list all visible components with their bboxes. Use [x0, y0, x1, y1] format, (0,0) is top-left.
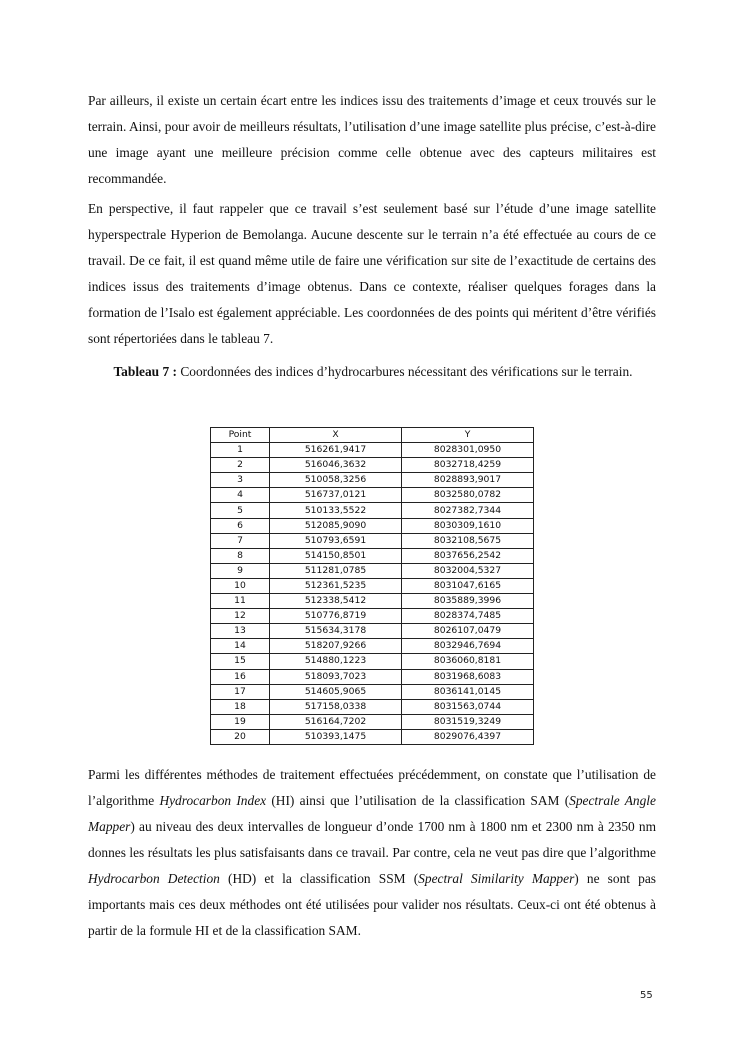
table-row [211, 563, 534, 578]
cell-x: 510133,5522 [270, 503, 402, 518]
cell-y: 8028893,9017 [402, 473, 534, 488]
table-row [211, 609, 534, 624]
table-header-row [211, 428, 534, 443]
cell-y: 8036060,8181 [402, 654, 534, 669]
cell-point: 17 [211, 684, 270, 699]
cell-x: 512085,9090 [270, 518, 402, 533]
cell-x: 516164,7202 [270, 714, 402, 729]
table-row [211, 518, 534, 533]
term-spectrale-angle-mapper: Spectrale Angle Mapper [88, 793, 656, 834]
cell-y: 8029076,4397 [402, 729, 534, 744]
paragraph-methodes [88, 762, 656, 944]
table-row [211, 458, 534, 473]
cell-point: 3 [211, 473, 270, 488]
table-caption-text: Coordonnées des indices d’hydrocarbures nécessitant des vérifications sur le terrain. [177, 364, 633, 379]
table-row [211, 443, 534, 458]
cell-x: 516737,0121 [270, 488, 402, 503]
paragraph-perspective: En perspective, il faut rappeler que ce travail s’est seulement basé sur l’étude d’une image satellite hyperspectrale Hyperion de Bemolanga. Aucune descente sur le terrain n’a été effectuée au cours de ce travail. De ce fait, il est quand même utile de faire une vérification sur site de l’exactitude de certains des indices issus des traitements d’image obtenus. Dans ce contexte, réaliser quelques forages dans la formation de l’Isalo est également appréciable. Les coordonnées de des points qui méritent d’être vérifiés sont répertoriées dans le tableau 7. [88, 201, 656, 346]
coordinates-table [210, 427, 534, 745]
paragraph-methodes-text-4: (HD) et la classification SSM ( [219, 871, 419, 886]
cell-point: 5 [211, 503, 270, 518]
cell-x: 512361,5235 [270, 578, 402, 593]
table-row [211, 533, 534, 548]
cell-y: 8037656,2542 [402, 548, 534, 563]
cell-y: 8031563,0744 [402, 699, 534, 714]
cell-point: 2 [211, 458, 270, 473]
page-number: 55 [640, 990, 653, 1001]
table-row [211, 503, 534, 518]
cell-y: 8032004,5327 [402, 563, 534, 578]
table-row [211, 669, 534, 684]
cell-point: 1 [211, 443, 270, 458]
cell-x: 510793,6591 [270, 533, 402, 548]
table-row [211, 654, 534, 669]
cell-y: 8027382,7344 [402, 503, 534, 518]
cell-y: 8032580,0782 [402, 488, 534, 503]
cell-point: 18 [211, 699, 270, 714]
cell-x: 516261,9417 [270, 443, 402, 458]
cell-x: 510058,3256 [270, 473, 402, 488]
cell-point: 15 [211, 654, 270, 669]
cell-point: 13 [211, 624, 270, 639]
paragraph-methodes-text-1: Parmi les différentes méthodes de traitement effectuées précédemment, on constate que l’utilisation de l’algorithme [88, 767, 656, 808]
cell-x: 518093,7023 [270, 669, 402, 684]
paragraph-methodes-text-2: (HI) ainsi que l’utilisation de la classification SAM ( [266, 793, 570, 808]
cell-x: 514605,9065 [270, 684, 402, 699]
cell-y: 8031047,6165 [402, 578, 534, 593]
cell-y: 8031519,3249 [402, 714, 534, 729]
table-row [211, 729, 534, 744]
cell-point: 6 [211, 518, 270, 533]
term-hydrocarbon-index: Hydrocarbon Index [159, 793, 267, 808]
table-row [211, 714, 534, 729]
paragraph-ecart-indices: Par ailleurs, il existe un certain écart entre les indices issu des traitements d’image et ceux trouvés sur le terrain. Ainsi, pour avoir de meilleurs résultats, l’utilisation d’une image satellite plus précise, c’est-à-dire une image ayant une meilleure précision comme celle obtenue avec des capteurs militaires est recommandée. [88, 93, 656, 186]
cell-point: 9 [211, 563, 270, 578]
cell-y: 8030309,1610 [402, 518, 534, 533]
paragraph-methodes-text-5: ) ne sont pas importants mais ces deux méthodes ont été utilisées pour valider nos résultats. Ceux-ci ont été obtenus à partir de la formule HI et de la classification SAM. [88, 871, 656, 938]
term-spectral-similarity-mapper: Spectral Similarity Mapper [418, 871, 575, 886]
cell-x: 515634,3178 [270, 624, 402, 639]
cell-y: 8031968,6083 [402, 669, 534, 684]
cell-y: 8032108,5675 [402, 533, 534, 548]
table-row [211, 624, 534, 639]
cell-y: 8036141,0145 [402, 684, 534, 699]
table-row [211, 594, 534, 609]
cell-point: 14 [211, 639, 270, 654]
cell-x: 511281,0785 [270, 563, 402, 578]
cell-y: 8028301,0950 [402, 443, 534, 458]
cell-x: 510393,1475 [270, 729, 402, 744]
cell-point: 4 [211, 488, 270, 503]
table-row [211, 578, 534, 593]
cell-y: 8035889,3996 [402, 594, 534, 609]
cell-x: 516046,3632 [270, 458, 402, 473]
cell-point: 7 [211, 533, 270, 548]
table-row [211, 548, 534, 563]
cell-point: 8 [211, 548, 270, 563]
table-row [211, 699, 534, 714]
header-y: Y [402, 428, 534, 443]
header-point: Point [211, 428, 270, 443]
cell-point: 11 [211, 594, 270, 609]
table-row [211, 473, 534, 488]
cell-point: 10 [211, 578, 270, 593]
cell-x: 517158,0338 [270, 699, 402, 714]
cell-x: 518207,9266 [270, 639, 402, 654]
cell-y: 8026107,0479 [402, 624, 534, 639]
table-row [211, 488, 534, 503]
cell-x: 512338,5412 [270, 594, 402, 609]
paragraph-methodes-text-3: ) au niveau des deux intervalles de longueur d’onde 1700 nm à 1800 nm et 2300 nm à 2350 nm donnes les résultats les plus satisfaisants dans ce travail. Par contre, cela ne veut pas dire que l’algorithme [88, 819, 656, 860]
cell-y: 8032946,7694 [402, 639, 534, 654]
table-caption [92, 359, 654, 385]
cell-y: 8028374,7485 [402, 609, 534, 624]
cell-point: 16 [211, 669, 270, 684]
table-row [211, 684, 534, 699]
table-caption-label: Tableau 7 : [113, 364, 177, 379]
cell-x: 514880,1223 [270, 654, 402, 669]
term-hydrocarbon-detection: Hydrocarbon Detection [88, 871, 220, 886]
cell-x: 510776,8719 [270, 609, 402, 624]
cell-point: 12 [211, 609, 270, 624]
cell-point: 19 [211, 714, 270, 729]
table-row [211, 639, 534, 654]
cell-x: 514150,8501 [270, 548, 402, 563]
cell-y: 8032718,4259 [402, 458, 534, 473]
header-x: X [270, 428, 402, 443]
cell-point: 20 [211, 729, 270, 744]
